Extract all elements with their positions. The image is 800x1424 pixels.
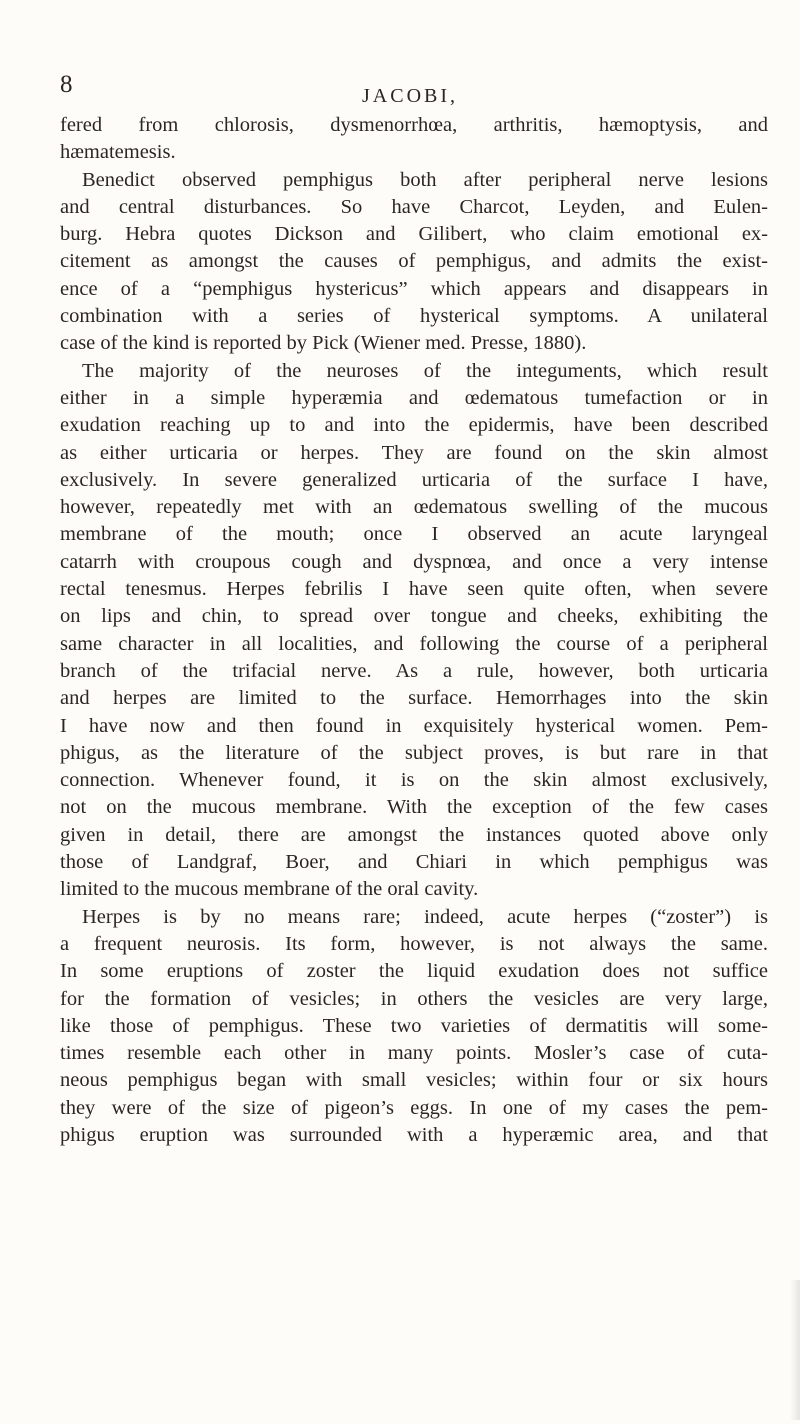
text-line: Benedict observed pemphigus both after peripheral nerve lesions bbox=[82, 168, 768, 191]
text-line: citement as amongst the causes of pemphigus, and admits the exist- bbox=[60, 250, 768, 273]
text-line: combination with a series of hysterical symptoms. A unilateral bbox=[60, 305, 768, 328]
text-line: exclusively. In severe generalized urticaria of the surface I have, bbox=[60, 468, 768, 491]
text-line: and herpes are limited to the surface. Hemorrhages into the skin bbox=[60, 687, 768, 710]
text-line: The majority of the neuroses of the integuments, which result bbox=[82, 359, 768, 382]
text-line: given in detail, there are amongst the instances quoted above only bbox=[60, 823, 768, 846]
running-head: JACOBI, bbox=[362, 85, 459, 107]
text-line: connection. Whenever found, it is on the skin almost exclusively, bbox=[60, 769, 768, 792]
text-line: burg. Hebra quotes Dickson and Gilibert, who claim emotional ex- bbox=[60, 223, 768, 246]
text-line: rectal tenesmus. Herpes febrilis I have seen quite often, when severe bbox=[60, 578, 768, 601]
text-line: as either urticaria or herpes. They are found on the skin almost bbox=[60, 441, 768, 464]
text-line: limited to the mucous membrane of the oral cavity. bbox=[60, 878, 479, 901]
text-line: on lips and chin, to spread over tongue and cheeks, exhibiting the bbox=[60, 605, 768, 628]
text-line: hæmatemesis. bbox=[60, 141, 176, 164]
text-line: exudation reaching up to and into the epidermis, have been described bbox=[60, 414, 768, 437]
text-line: those of Landgraf, Boer, and Chiari in which pemphigus was bbox=[60, 851, 768, 874]
text-line: same character in all localities, and following the course of a peripheral bbox=[60, 632, 768, 655]
text-line: either in a simple hyperæmia and œdematous tumefaction or in bbox=[60, 386, 768, 409]
text-line: catarrh with croupous cough and dyspnœa, and once a very intense bbox=[60, 550, 768, 573]
text-line: and central disturbances. So have Charcot, Leyden, and Eulen- bbox=[60, 195, 768, 218]
text-line: not on the mucous membrane. With the exception of the few cases bbox=[60, 796, 768, 819]
text-line: phigus eruption was surrounded with a hyperæmic area, and that bbox=[60, 1123, 768, 1146]
text-line: In some eruptions of zoster the liquid exudation does not suffice bbox=[60, 960, 768, 983]
text-line: branch of the trifacial nerve. As a rule, however, both urticaria bbox=[60, 659, 768, 682]
text-line: times resemble each other in many points. Mosler’s case of cuta- bbox=[60, 1042, 768, 1065]
text-line: like those of pemphigus. These two varieties of dermatitis will some- bbox=[60, 1014, 768, 1037]
page-edge-shadow bbox=[790, 1280, 800, 1420]
text-line: fered from chlorosis, dysmenorrhœa, arthritis, hæmoptysis, and bbox=[60, 114, 768, 136]
text-line: I have now and then found in exquisitely hysterical women. Pem- bbox=[60, 714, 768, 737]
text-line: a frequent neurosis. Its form, however, is not always the same. bbox=[60, 932, 768, 955]
text-line: Herpes is by no means rare; indeed, acute herpes (“zoster”) is bbox=[82, 905, 768, 928]
text-line: however, repeatedly met with an œdematous swelling of the mucous bbox=[60, 496, 768, 519]
page-number: 8 bbox=[60, 71, 73, 98]
text-line: ence of a “pemphigus hystericus” which appears and disappears in bbox=[60, 277, 768, 300]
text-line: case of the kind is reported by Pick (Wiener med. Presse, 1880). bbox=[60, 332, 587, 355]
text-line: for the formation of vesicles; in others the vesicles are very large, bbox=[60, 987, 768, 1010]
text-line: neous pemphigus began with small vesicles; within four or six hours bbox=[60, 1069, 768, 1092]
body-text bbox=[60, 112, 768, 1149]
text-line: they were of the size of pigeon’s eggs. In one of my cases the pem- bbox=[60, 1096, 768, 1119]
text-line: membrane of the mouth; once I observed an acute laryngeal bbox=[60, 523, 768, 546]
text-line: phigus, as the literature of the subject proves, is but rare in that bbox=[60, 741, 768, 764]
